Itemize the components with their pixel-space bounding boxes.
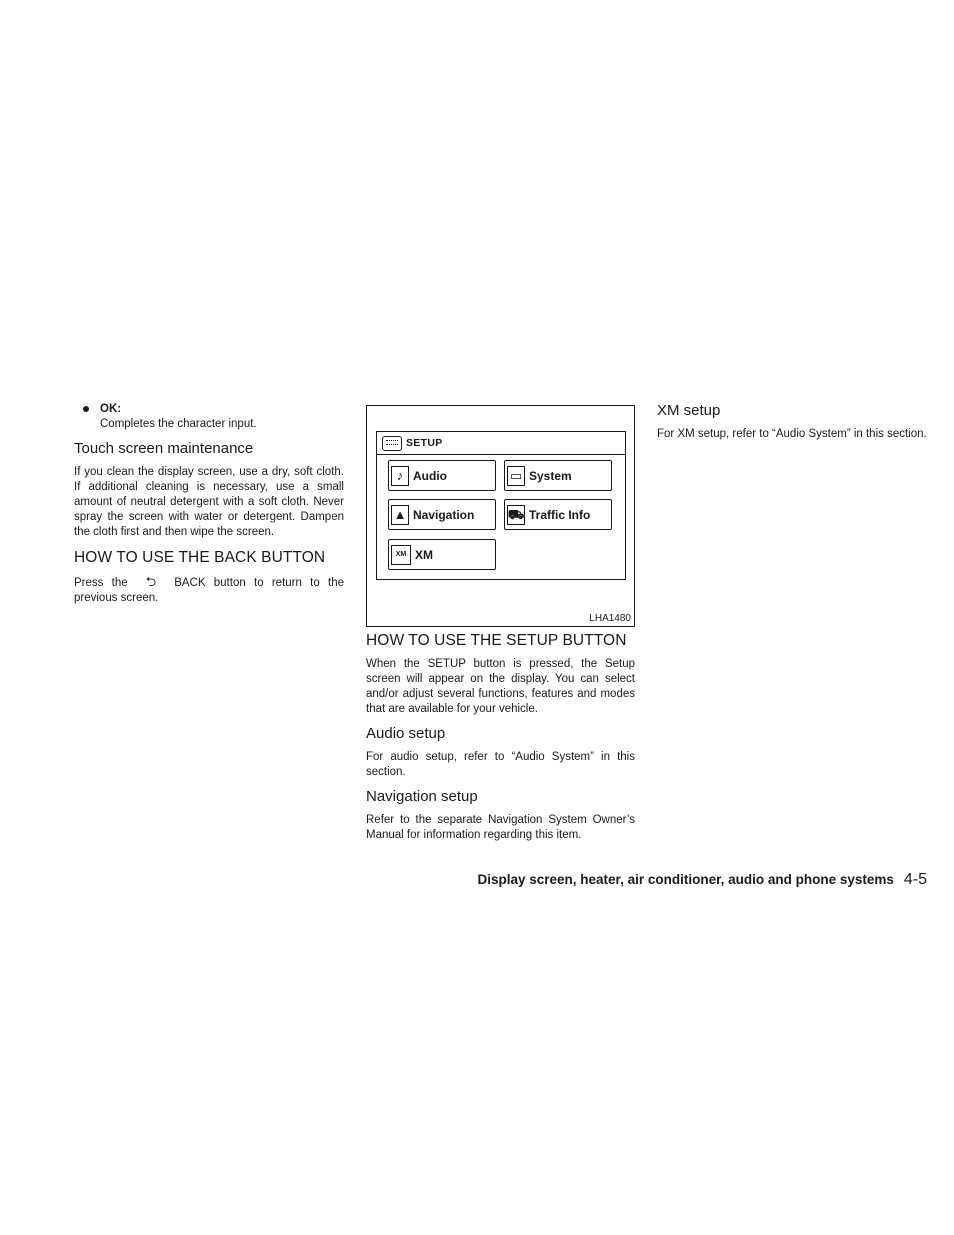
navigation-setup-body: Refer to the separate Navigation System Owner’s Manual for information regarding this item. (366, 814, 635, 841)
setup-button-heading: HOW TO USE THE SETUP BUTTON (366, 632, 627, 649)
navigation-setup-heading: Navigation setup (366, 788, 478, 805)
navigation-arrow-icon: ▲ (391, 505, 409, 525)
bullet-text: Completes the character input. (100, 418, 257, 430)
monitor-icon: ▭ (507, 466, 525, 486)
touch-screen-heading: Touch screen maintenance (74, 440, 254, 457)
right-column (657, 402, 927, 442)
back-button-heading: HOW TO USE THE BACK BUTTON (74, 549, 326, 566)
music-note-icon: ♪ (391, 466, 409, 486)
back-text-before: Press the (74, 577, 128, 589)
traffic-info-button[interactable] (504, 499, 612, 530)
bullet-dot-icon (83, 406, 89, 412)
figure-code: LHA1480 (589, 613, 631, 624)
xm-button[interactable] (388, 539, 496, 570)
audio-setup-body: For audio setup, refer to “Audio System” in this section. (366, 751, 635, 778)
system-button[interactable] (504, 460, 612, 491)
back-arrow-icon: ⮌ (145, 574, 157, 589)
system-button-label: System (529, 468, 572, 483)
setup-screen-figure (366, 405, 635, 627)
setup-button-body: When the SETUP button is pressed, the Setup screen will appear on the display. You can select and/or adjust several functions, features and modes that are available for your vehicle. (366, 658, 635, 715)
page-number: 4-5 (903, 871, 927, 888)
ok-bullet-item (74, 402, 344, 432)
touch-screen-body: If you clean the display screen, use a dry, soft cloth. If additional cleaning is necessary, use a small amount of neutral detergent with a soft cloth. Never spray the screen with water or detergent. Dampen the cloth first and then wipe the screen. (74, 466, 344, 538)
left-column (74, 402, 344, 606)
setup-screen-header (377, 432, 625, 455)
navigation-button[interactable] (388, 499, 496, 530)
bullet-label: OK: (100, 403, 122, 415)
audio-setup-heading: Audio setup (366, 725, 446, 742)
traffic-info-button-label: Traffic Info (529, 507, 591, 522)
setup-screen-title: SETUP (406, 437, 443, 449)
xm-button-label: XM (415, 547, 433, 562)
xm-icon: XM (391, 545, 411, 565)
xm-setup-body: For XM setup, refer to “Audio System” in this section. (657, 428, 927, 440)
audio-button[interactable] (388, 460, 496, 491)
navigation-button-label: Navigation (413, 507, 475, 522)
setup-keyboard-icon (382, 436, 402, 451)
page-footer (477, 871, 927, 889)
back-text-after: BACK button to return to the previous screen. (74, 577, 344, 604)
back-button-body (74, 574, 344, 606)
footer-title: Display screen, heater, air conditioner, audio and phone systems (477, 872, 894, 887)
audio-button-label: Audio (413, 468, 447, 483)
middle-column (366, 405, 635, 843)
setup-screen (376, 431, 626, 580)
xm-setup-heading: XM setup (657, 402, 721, 419)
traffic-info-icon: ⛟ (507, 505, 525, 525)
